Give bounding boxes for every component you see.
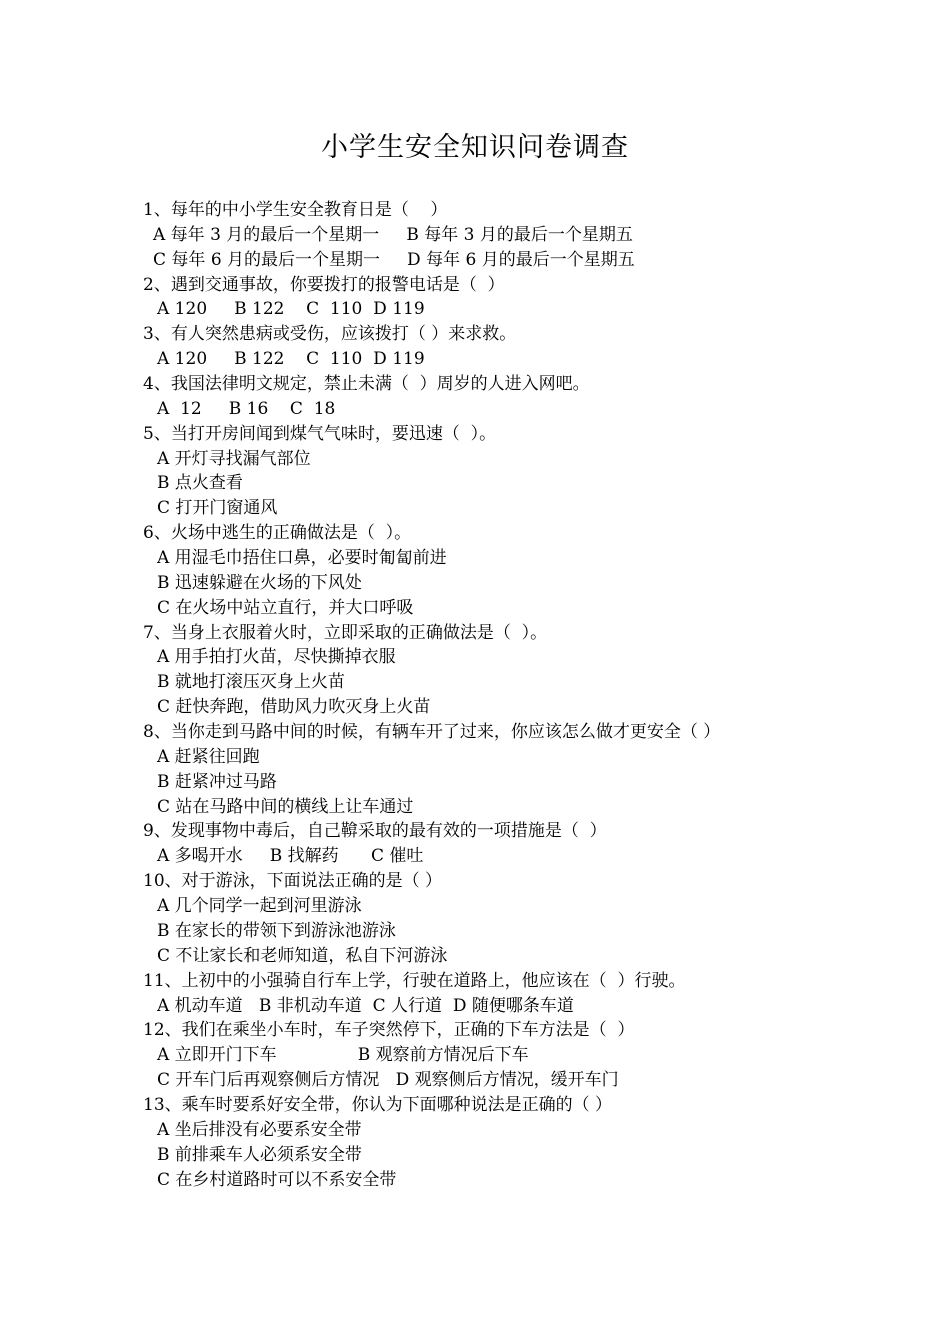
question-text: 6、火场中逃生的正确做法是（ ）。	[143, 523, 412, 544]
answer-option: C 站在马路中间的横线上让车通过	[157, 796, 414, 817]
question-text: 4、我国法律明文规定，禁止未满（ ）周岁的人进入网吧。	[143, 374, 590, 395]
answer-option: A 赶紧往回跑	[157, 746, 260, 767]
question-text: 5、当打开房间闻到煤气气味时，要迅速（ ）。	[143, 423, 497, 444]
question-text: 11、上初中的小强骑自行车上学，行驶在道路上，他应该在（ ）行驶。	[143, 970, 686, 991]
question-text: 8、当你走到马路中间的时候，有辆车开了过来，你应该怎么做才更安全（ ）	[143, 722, 721, 743]
answer-option: C 在乡村道路时可以不系安全带	[157, 1169, 397, 1190]
question-list	[143, 198, 913, 1192]
answer-option: B 赶紧冲过马路	[157, 771, 277, 792]
answer-option: B 迅速躲避在火场的下风处	[157, 572, 362, 593]
answer-option: A 坐后排没有必要系安全带	[157, 1119, 362, 1140]
question-text: 2、遇到交通事故，你要拨打的报警电话是（ ）	[143, 274, 505, 295]
answer-option: A 120 B 122 C 110 D 119	[157, 349, 425, 370]
question-text: 3、有人突然患病或受伤，应该拨打（ ）来求救。	[143, 324, 517, 345]
answer-option: A 12 B 16 C 18	[157, 398, 336, 419]
question-text: 9、发现事物中毒后，自己鞥采取的最有效的一项措施是（ ）	[143, 821, 607, 842]
answer-option: A 多喝开水 B 找解药 C 催吐	[157, 846, 424, 867]
answer-option: A 用湿毛巾捂住口鼻，必要时匍匐前进	[157, 548, 447, 569]
answer-option: A 用手拍打火苗，尽快撕掉衣服	[157, 647, 396, 668]
answer-option: C 在火场中站立直行，并大口呼吸	[157, 597, 414, 618]
answer-option: A 开灯寻找漏气部位	[157, 448, 311, 469]
answer-option: C 打开门窗通风	[157, 498, 278, 519]
answer-option: B 在家长的带领下到游泳池游泳	[157, 920, 396, 941]
question-text: 10、对于游泳，下面说法正确的是（ ）	[143, 871, 443, 892]
answer-option: B 前排乘车人必须系安全带	[157, 1144, 362, 1165]
question-text: 13、乘车时要系好安全带，你认为下面哪种说法是正确的（ ）	[143, 1094, 613, 1115]
answer-option: B 点火查看	[157, 473, 243, 494]
answer-option: C 每年 6 月的最后一个星期一 D 每年 6 月的最后一个星期五	[153, 249, 635, 270]
question-text: 1、每年的中小学生安全教育日是（ ）	[143, 200, 448, 220]
answer-option: C 赶快奔跑，借助风力吹灭身上火苗	[157, 697, 431, 718]
answer-option: C 不让家长和老师知道，私自下河游泳	[157, 945, 448, 966]
answer-option: C 开车门后再观察侧后方情况 D 观察侧后方情况，缓开车门	[157, 1070, 619, 1091]
answer-option: A 120 B 122 C 110 D 119	[157, 299, 425, 320]
answer-option: A 每年 3 月的最后一个星期一 B 每年 3 月的最后一个星期五	[153, 224, 633, 245]
answer-option: A 几个同学一起到河里游泳	[157, 896, 362, 917]
question-text: 7、当身上衣服着火时，立即采取的正确做法是（ ）。	[143, 622, 548, 643]
answer-option: A 机动车道 B 非机动车道 C 人行道 D 随便哪条车道	[157, 995, 574, 1016]
question-text: 12、我们在乘坐小车时，车子突然停下，正确的下车方法是（ ）	[143, 1020, 635, 1041]
answer-option: A 立即开门下车 B 观察前方情况后下车	[157, 1045, 529, 1066]
answer-option: B 就地打滚压灭身上火苗	[157, 672, 345, 693]
document-title: 小学生安全知识问卷调查	[321, 132, 629, 163]
